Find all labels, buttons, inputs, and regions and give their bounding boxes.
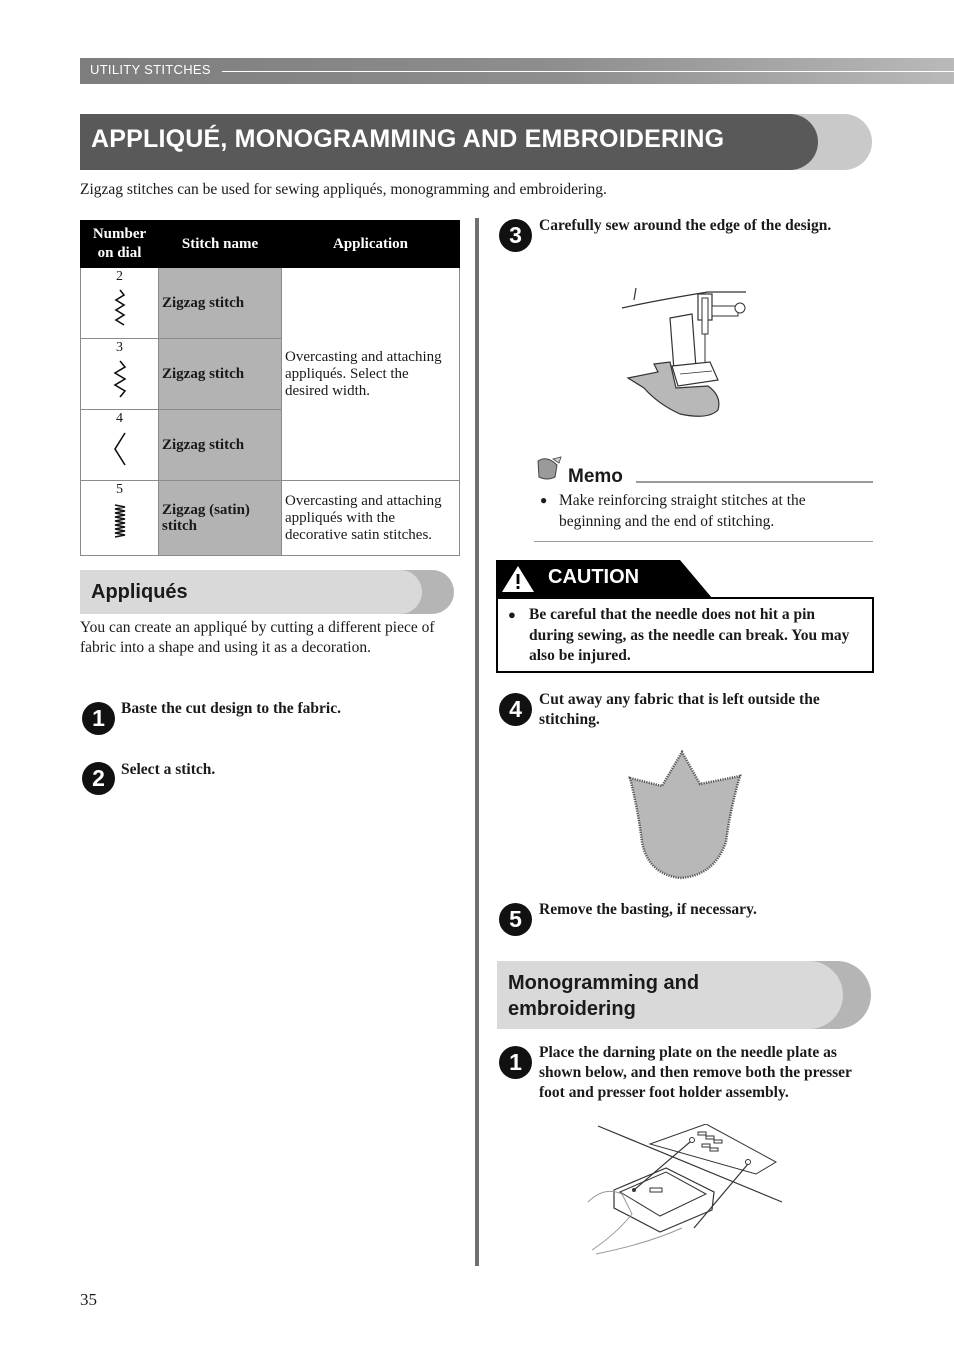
application-cell: Overcasting and attaching appliqués. Select the desired width. xyxy=(282,268,460,481)
memo-bullet: ● xyxy=(540,493,548,507)
step-number-badge: 1 xyxy=(499,1046,532,1079)
dial-number-cell: 2 xyxy=(81,268,159,339)
dial-number-cell: 4 xyxy=(81,410,159,481)
caution-bullet: ● xyxy=(508,607,516,622)
step-number-badge: 3 xyxy=(499,219,532,252)
step-text: Cut away any fabric that is left outside the stitching. xyxy=(539,691,820,728)
table-row xyxy=(81,481,460,556)
step-number-badge: 4 xyxy=(499,693,532,726)
step-text: Carefully sew around the edge of the design. xyxy=(539,217,832,234)
column-divider xyxy=(475,218,479,1266)
header-number: Number on dial xyxy=(81,221,159,268)
step-text: Baste the cut design to the fabric. xyxy=(121,700,341,717)
header-application: Application xyxy=(282,221,460,268)
step-text: Remove the basting, if necessary. xyxy=(539,901,757,918)
header-rule xyxy=(222,71,954,72)
section-label: UTILITY STITCHES xyxy=(90,62,211,77)
page-title: APPLIQUÉ, MONOGRAMMING AND EMBROIDERING xyxy=(91,125,725,153)
appliques-body: You can create an appliqué by cutting a different piece of fabric into a shape and using it as a decoration. xyxy=(80,619,435,656)
step-text: Select a stitch. xyxy=(121,761,216,778)
step-text: Place the darning plate on the needle plate as shown below, and then remove both the presser foot and presser foot holder assembly. xyxy=(539,1044,852,1101)
memo-bell-icon xyxy=(533,455,563,485)
stitch-name-cell: Zigzag stitch xyxy=(159,410,282,481)
stitch-name-cell: Zigzag (satin) stitch xyxy=(159,481,282,556)
table-row xyxy=(81,268,460,339)
zigzag-stitch-icon xyxy=(111,431,129,469)
header-stitch-name: Stitch name xyxy=(159,221,282,268)
intro-text: Zigzag stitches can be used for sewing appliqués, monogramming and embroidering. xyxy=(80,181,607,198)
stitch-name-cell: Zigzag stitch xyxy=(159,268,282,339)
stitch-table xyxy=(80,220,460,556)
application-cell: Overcasting and attaching appliqués with the decorative satin stitches. xyxy=(282,481,460,556)
caution-text: Be careful that the needle does not hit a pin during sewing, as the needle can break. You may also be injured. xyxy=(529,606,850,664)
caution-label: CAUTION xyxy=(548,566,640,588)
satin-stitch-icon xyxy=(111,502,129,540)
table-header-row xyxy=(81,221,460,268)
memo-label: Memo xyxy=(568,466,623,487)
tulip-applique-illustration xyxy=(626,750,744,880)
dial-number-cell: 5 xyxy=(81,481,159,556)
step-number-badge: 1 xyxy=(82,702,115,735)
zigzag-stitch-icon xyxy=(112,289,128,327)
step-number-badge: 5 xyxy=(499,903,532,936)
appliques-heading: Appliqués xyxy=(91,581,188,603)
page-number: 35 xyxy=(80,1290,97,1309)
step-number-badge: 2 xyxy=(82,762,115,795)
monogramming-heading: Monogramming and embroidering xyxy=(508,972,700,1020)
memo-rule xyxy=(636,481,873,483)
dial-number-cell: 3 xyxy=(81,339,159,410)
presser-foot-sewing-illustration xyxy=(618,278,752,422)
memo-bottom-rule xyxy=(534,541,873,542)
memo-text: Make reinforcing straight stitches at the beginning and the end of stitching. xyxy=(559,492,806,530)
zigzag-stitch-icon xyxy=(111,360,129,398)
stitch-name-cell: Zigzag stitch xyxy=(159,339,282,410)
darning-plate-illustration xyxy=(586,1124,786,1264)
